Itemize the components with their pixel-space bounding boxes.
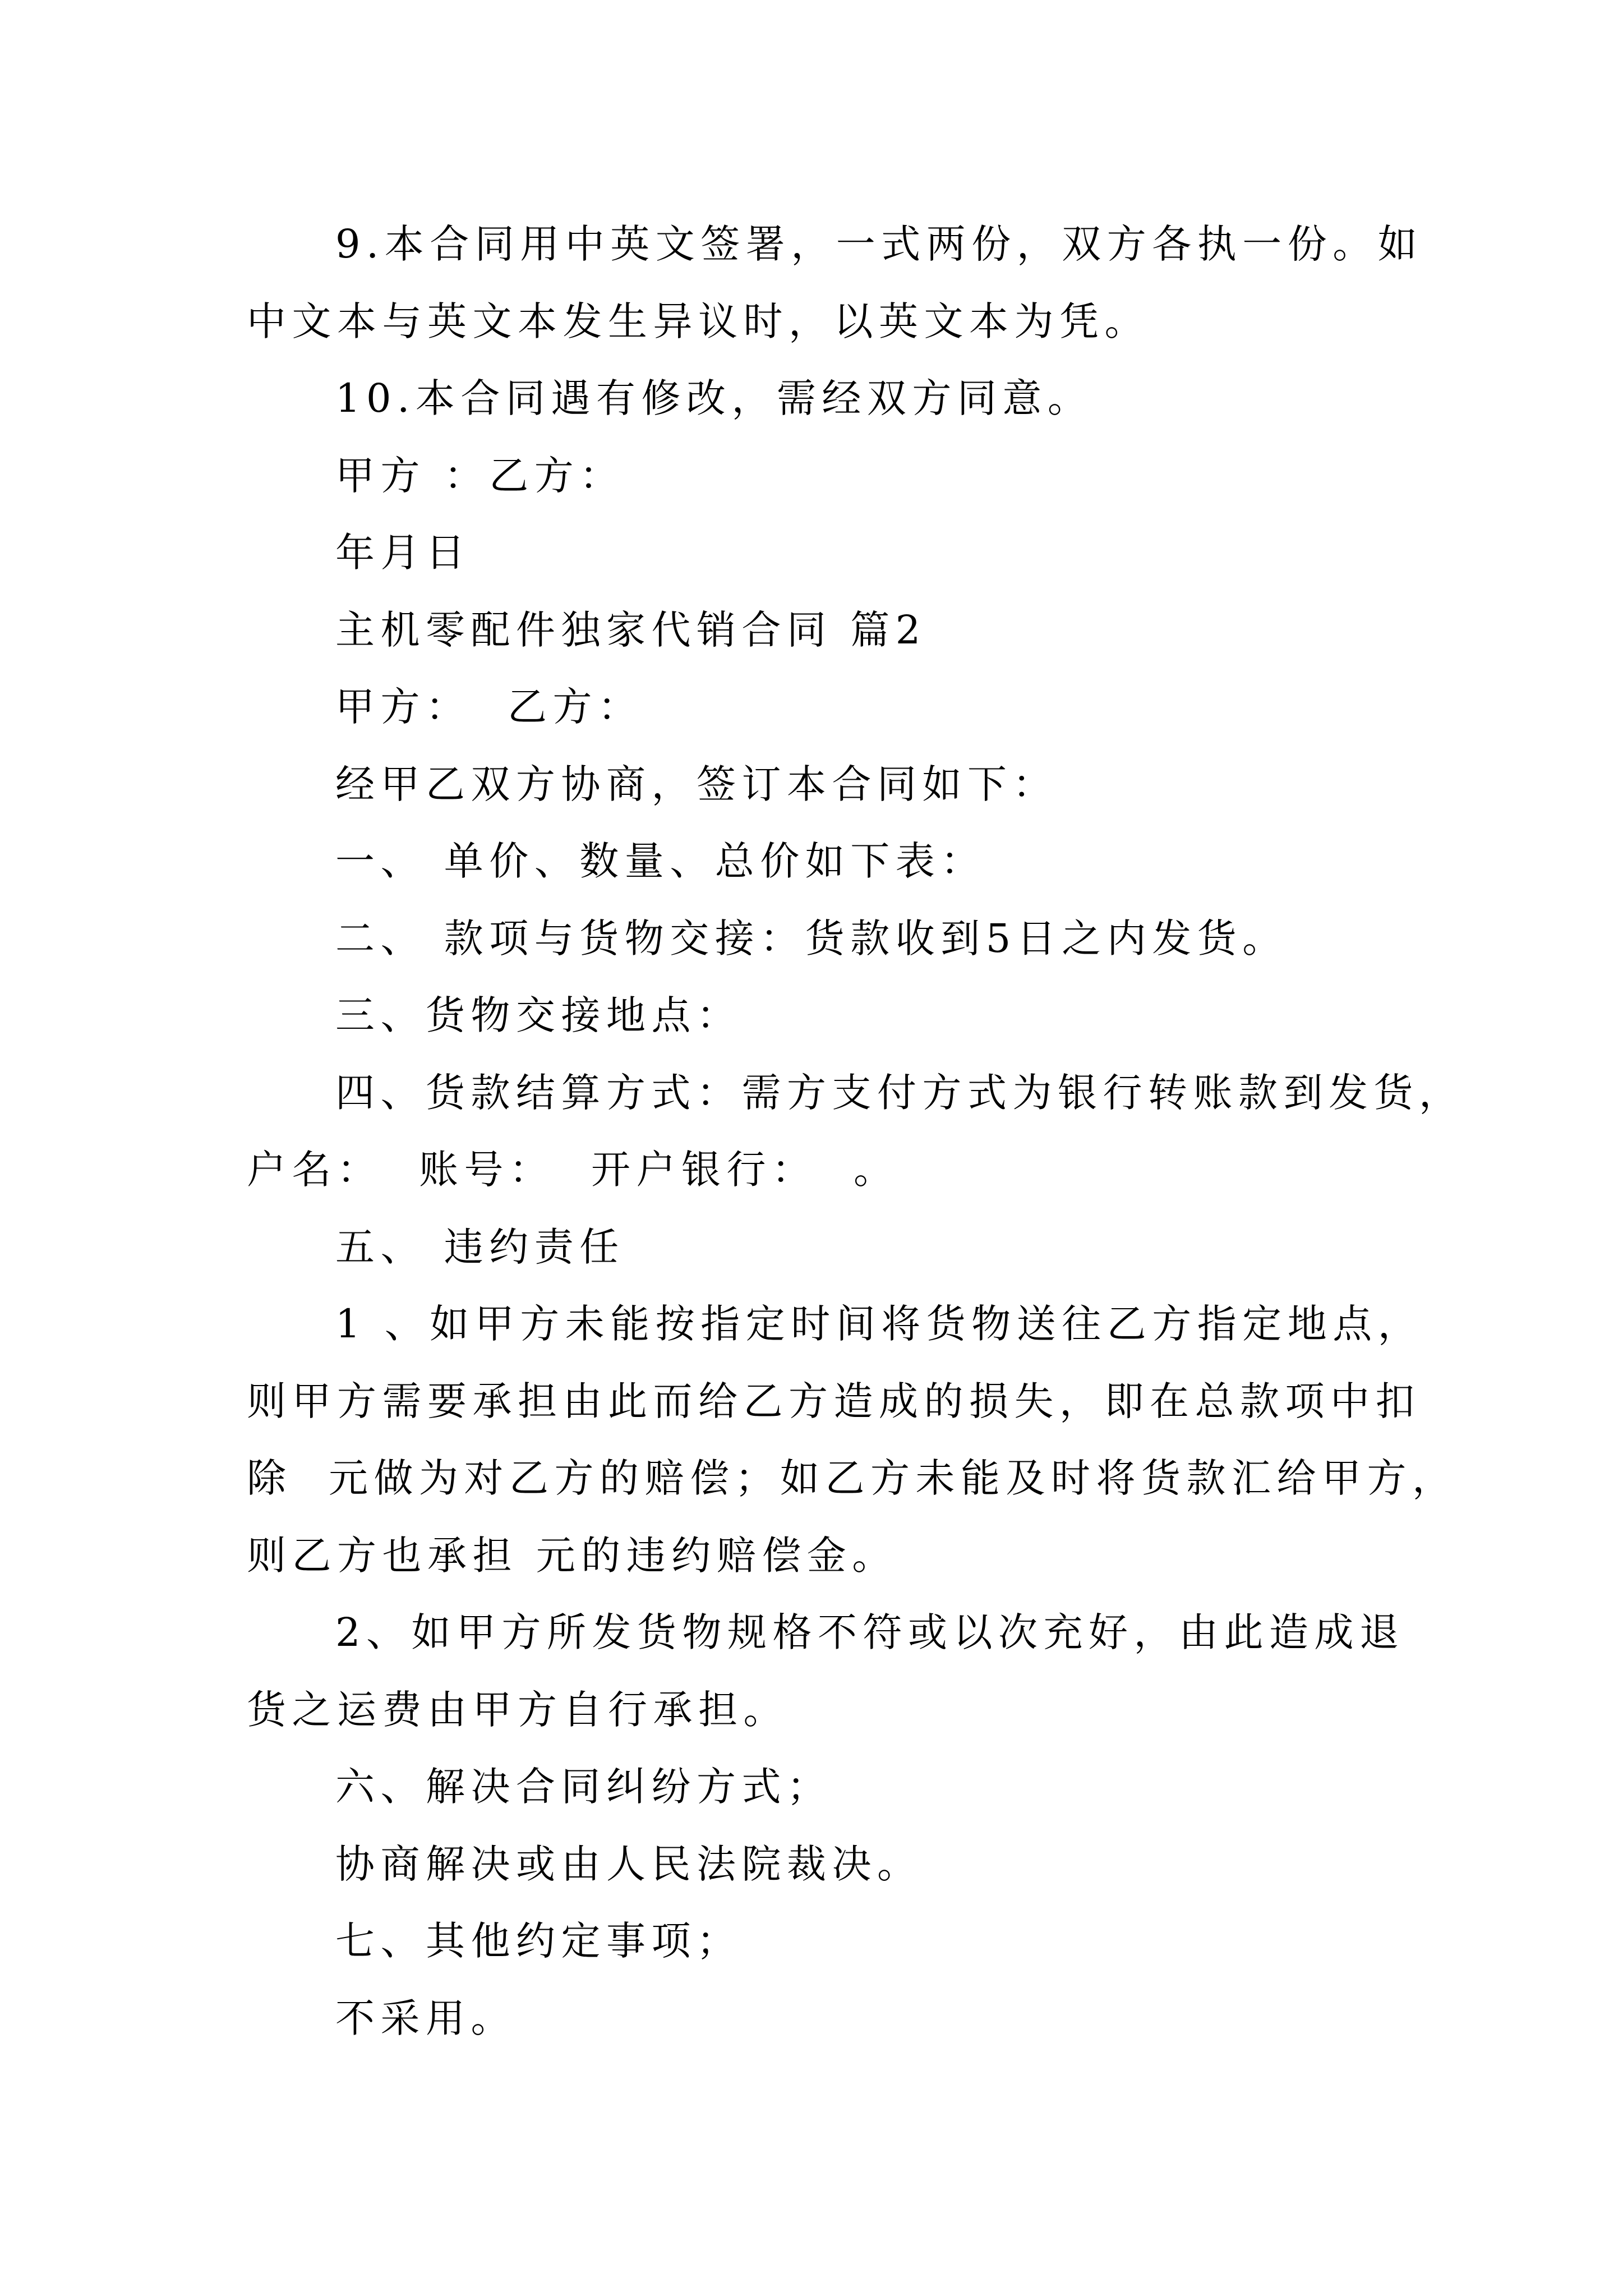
document-line: 除 元做为对乙方的赔偿；如乙方未能及时将货款汇给甲方， [247, 1455, 1458, 1501]
document-line: 四、货款结算方式：需方支付方式为银行转账款到发货， [335, 1070, 1464, 1116]
document-line: 2、如甲方所发货物规格不符或以次充好，由此造成退 [335, 1609, 1405, 1655]
document-line: 不采用。 [335, 1995, 516, 2041]
document-line: 三、货物交接地点： [335, 992, 742, 1038]
document-line: 甲方： 乙方： [335, 684, 643, 730]
document-line: 经甲乙双方协商，签订本合同如下： [335, 761, 1058, 807]
document-line: 中文本与英文本发生异议时，以英文本为凭。 [247, 298, 1150, 344]
document-line: 协商解决或由人民法院裁决。 [335, 1841, 923, 1887]
document-line: 甲方 ：乙方： [335, 453, 625, 499]
document-line: 1 、如甲方未能按指定时间将货物送往乙方指定地点， [335, 1301, 1423, 1347]
document-line: 则乙方也承担 元的违约赔偿金。 [247, 1533, 897, 1579]
document-line: 六、解决合同纠纷方式； [335, 1764, 832, 1810]
document-line: 户名： 账号： 开户银行： 。 [247, 1147, 899, 1193]
document-line: 主机零配件独家代销合同 篇2 [335, 607, 926, 653]
document-line: 货之运费由甲方自行承担。 [247, 1687, 789, 1733]
document-line: 年月日 [335, 530, 471, 576]
document-line: 则甲方需要承担由此而给乙方造成的损失，即在总款项中扣 [247, 1378, 1421, 1424]
document-line: 七、其他约定事项； [335, 1918, 742, 1964]
document-line: 五、 违约责任 [335, 1224, 625, 1270]
document-line: 10.本合同遇有修改，需经双方同意。 [335, 375, 1093, 421]
document-line: 二、 款项与货物交接：货款收到5日之内发货。 [335, 915, 1288, 961]
document-line: 9.本合同用中英文签署，一式两份，双方各执一份。如 [335, 221, 1423, 267]
document-line: 一、 单价、数量、总价如下表： [335, 838, 986, 884]
